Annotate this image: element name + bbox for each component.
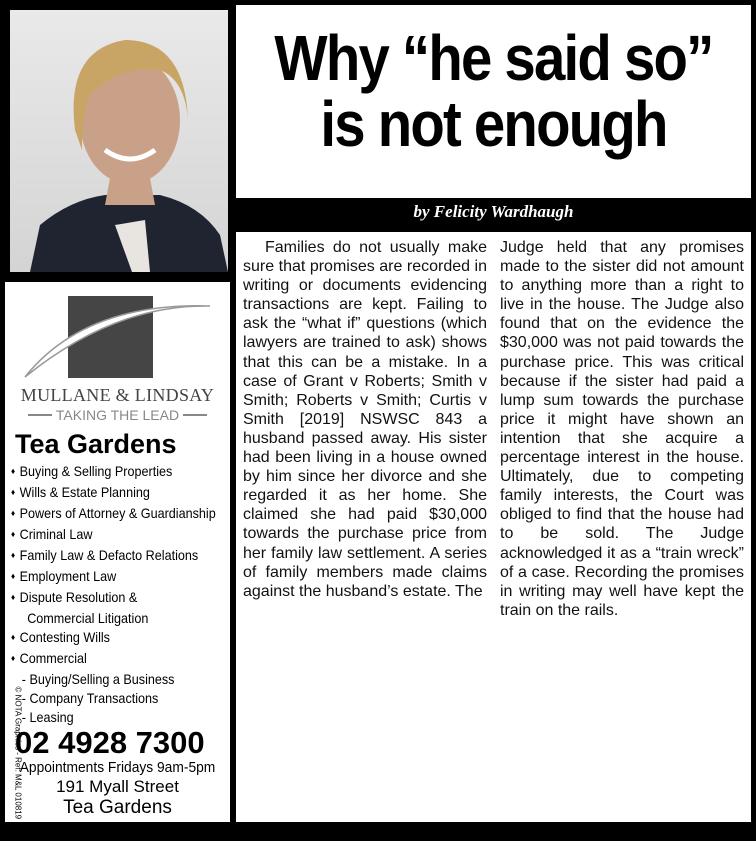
law-firm-ad bbox=[5, 282, 230, 839]
divider bbox=[28, 414, 52, 416]
service-item: ♦ Family Law & Defacto Relations bbox=[11, 546, 208, 567]
service-item: - Buying/Selling a Business bbox=[21, 671, 175, 687]
service-item: Commercial Litigation bbox=[27, 610, 149, 626]
tagline-text: TAKING THE LEAD bbox=[55, 407, 180, 423]
service-item: ♦ Commercial bbox=[11, 649, 208, 670]
service-item: ♦ Wills & Estate Planning bbox=[11, 483, 208, 504]
author-photo bbox=[10, 10, 228, 272]
street-address: 191 Myall Street bbox=[56, 777, 179, 796]
firm-name: MULLANE & LINDSAY bbox=[20, 385, 215, 405]
service-item: - Company Transactions bbox=[21, 690, 159, 706]
headline bbox=[267, 22, 720, 160]
headline-line-2: is not enough bbox=[320, 88, 667, 160]
services-list bbox=[5, 462, 230, 727]
service-item: ♦ Dispute Resolution & bbox=[11, 588, 208, 609]
headline-line-1: Why “he said so” bbox=[274, 22, 713, 94]
article-column-1: Families do not usually make sure that promises are recorded in writing or documents evidencing transactions are kept. Failing to ask the “what if” questions (which lawyers are trained to ask) shows that this can be a mistake. In a case of Grant v Roberts; Smith v Smith; Roberts v Smith; Curtis v Smith [2019] NSWSC 843 a husband passed away. His sister had been living in a house owned by him since her divorce and she regarded it as her home. She claimed she had paid $30,000 towards the purchase price from her family law settlement. A series of family members made claims against the husband’s estate. The bbox=[243, 239, 487, 600]
service-item: ♦ Powers of Attorney & Guardianship bbox=[11, 504, 208, 525]
appointments: Appointments Fridays 9am-5pm bbox=[19, 759, 216, 776]
service-item: - Leasing bbox=[21, 709, 74, 725]
office-town: Tea Gardens bbox=[15, 429, 177, 459]
headline-box bbox=[236, 5, 751, 198]
service-item: ♦ Contesting Wills bbox=[11, 628, 208, 649]
byline: by Felicity Wardhaugh bbox=[413, 202, 574, 221]
phone-number: 02 4928 7300 bbox=[15, 725, 205, 760]
graphics-credit: © NOTA Graphics - Ref: M&L 010819 bbox=[13, 686, 23, 820]
service-item: ♦ Buying & Selling Properties bbox=[11, 462, 208, 483]
article-column-2: Judge held that any promises made to the sister did not amount to anything more than a right to live in the house. The Judge also found that on the evidence the $30,000 was not paid towards the purchase price. This was critical because if the sister had paid a lump sum towards the purchase price it might have shown an intention that she acquire a percentage interest in the house. Ultimately, due to competing family interests, the Court was obliged to find that the house had to be sold. The Judge acknowledged it as a “train wreck” of a case. Recording the promises in writing may well have kept the train on the rails. bbox=[500, 239, 744, 619]
service-item: ♦ Employment Law bbox=[11, 567, 208, 588]
website-link[interactable]: www.mullanelindsay.com.au bbox=[16, 820, 223, 839]
service-item: ♦ Criminal Law bbox=[11, 525, 208, 546]
divider bbox=[183, 414, 207, 416]
firm-logo bbox=[5, 282, 230, 387]
firm-tagline bbox=[5, 407, 230, 423]
article-body bbox=[236, 232, 751, 822]
address-town: Tea Gardens bbox=[63, 797, 172, 818]
